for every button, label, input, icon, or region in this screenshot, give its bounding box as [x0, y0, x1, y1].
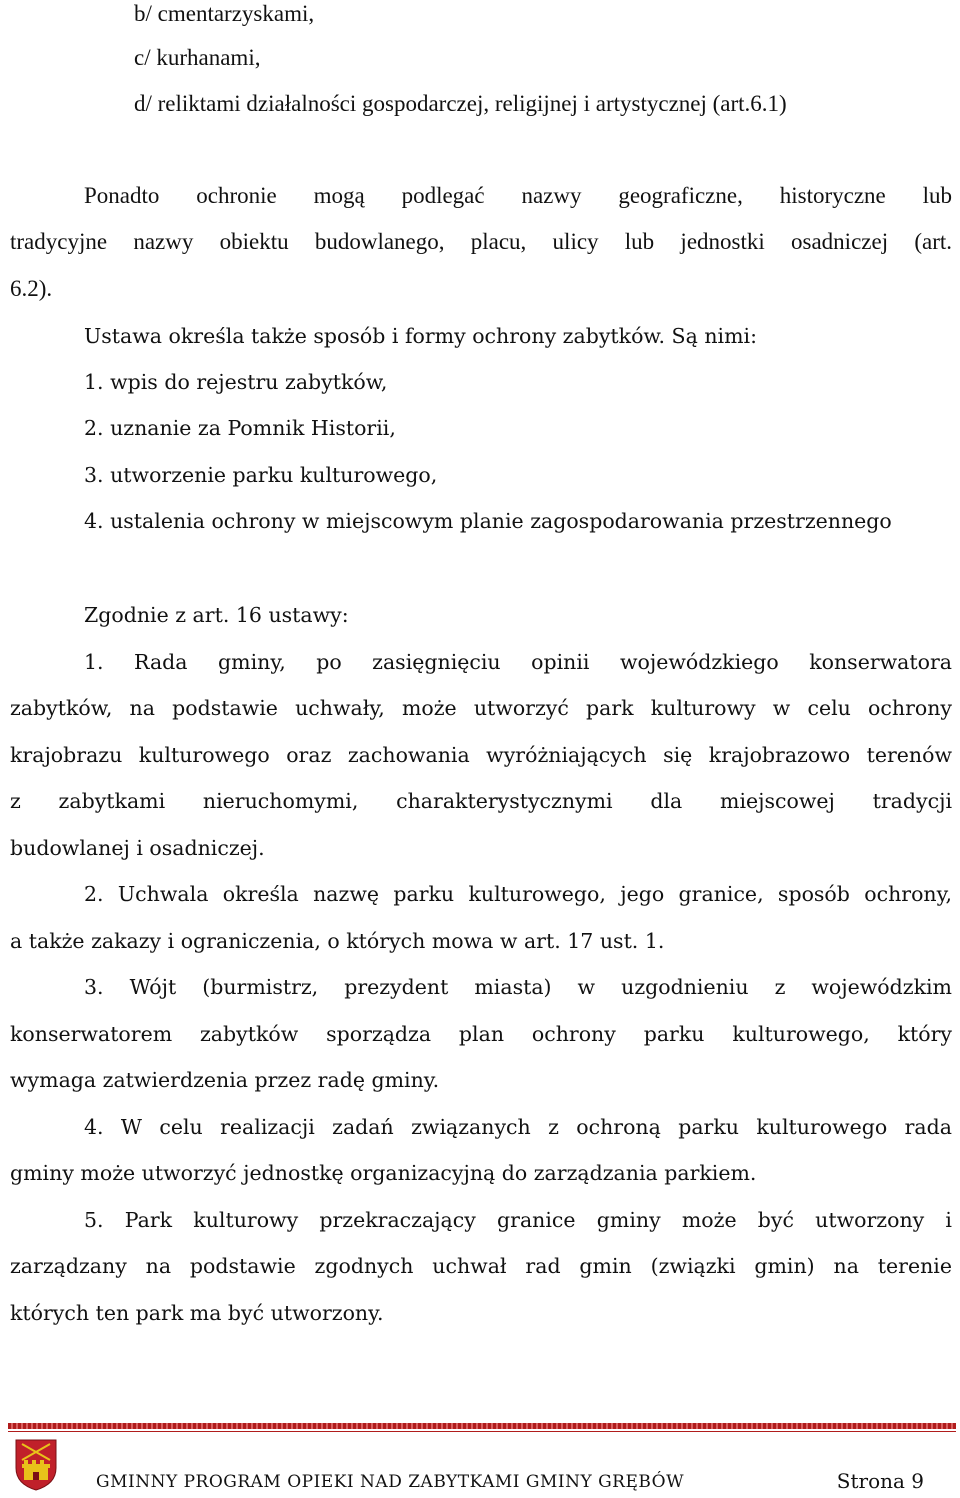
- article-line: wymaga zatwierdzenia przez radę gminy.: [10, 1068, 440, 1092]
- paragraph-line: tradycyjne nazwy obiektu budowlanego, placu, ulicy lub jednostki osadniczej (art.: [10, 229, 952, 254]
- paragraph-line: Ponadto ochronie mogą podlegać nazwy geograficzne, historyczne lub: [84, 183, 952, 208]
- article-line: 4. W celu realizacji zadań związanych z ochroną parku kulturowego rada: [84, 1115, 952, 1139]
- intro-list-item: d/ reliktami działalności gospodarczej, religijnej i artystycznej (art.6.1): [134, 91, 787, 116]
- article-line: których ten park ma być utworzony.: [10, 1301, 384, 1325]
- article-line: konserwatorem zabytków sporządza plan ochrony parku kulturowego, który: [10, 1022, 952, 1046]
- footer-rule-thin: [8, 1431, 956, 1432]
- intro-list-item: c/ kurhanami,: [134, 45, 261, 70]
- forms-list-item: 1. wpis do rejestru zabytków,: [84, 370, 388, 394]
- intro-list-item: b/ cmentarzyskami,: [134, 1, 315, 26]
- forms-list-item: 3. utworzenie parku kulturowego,: [84, 463, 438, 487]
- coat-of-arms-icon: [14, 1438, 58, 1492]
- article-line: gminy może utworzyć jednostkę organizacyjną do zarządzania parkiem.: [10, 1161, 757, 1185]
- article-line: 1. Rada gminy, po zasięgnięciu opinii wojewódzkiego konserwatora: [84, 650, 952, 674]
- forms-list-item: 2. uznanie za Pomnik Historii,: [84, 416, 396, 440]
- footer-title: GMINNY PROGRAM OPIEKI NAD ZABYTKAMI GMINY GRĘBÓW: [96, 1472, 685, 1492]
- paragraph-line: 6.2).: [10, 276, 53, 301]
- footer-rule: [8, 1423, 956, 1429]
- article-line: zarządzany na podstawie zgodnych uchwał rad gmin (związki gmin) na terenie: [10, 1254, 952, 1278]
- article-line: a także zakazy i ograniczenia, o których mowa w art. 17 ust. 1.: [10, 929, 665, 953]
- paragraph-forms-intro: Ustawa określa także sposób i formy ochrony zabytków. Są nimi:: [84, 324, 757, 348]
- article-line: budowlanej i osadniczej.: [10, 836, 265, 860]
- article-line: 5. Park kulturowy przekraczający granice gminy może być utworzony i: [84, 1208, 952, 1232]
- article-line: zabytków, na podstawie uchwały, może utworzyć park kulturowy w celu ochrony: [10, 696, 952, 720]
- section-heading: Zgodnie z art. 16 ustawy:: [84, 603, 349, 627]
- article-line: krajobrazu kulturowego oraz zachowania wyróżniających się krajobrazowo terenów: [10, 743, 952, 767]
- article-line: z zabytkami nieruchomymi, charakterystycznymi dla miejscowej tradycji: [10, 789, 952, 813]
- article-line: 3. Wójt (burmistrz, prezydent miasta) w uzgodnieniu z wojewódzkim: [84, 975, 952, 999]
- article-line: 2. Uchwala określa nazwę parku kulturowego, jego granice, sposób ochrony,: [84, 882, 952, 906]
- page-number: Strona 9: [836, 1469, 924, 1493]
- forms-list-item: 4. ustalenia ochrony w miejscowym planie zagospodarowania przestrzennego: [84, 509, 892, 533]
